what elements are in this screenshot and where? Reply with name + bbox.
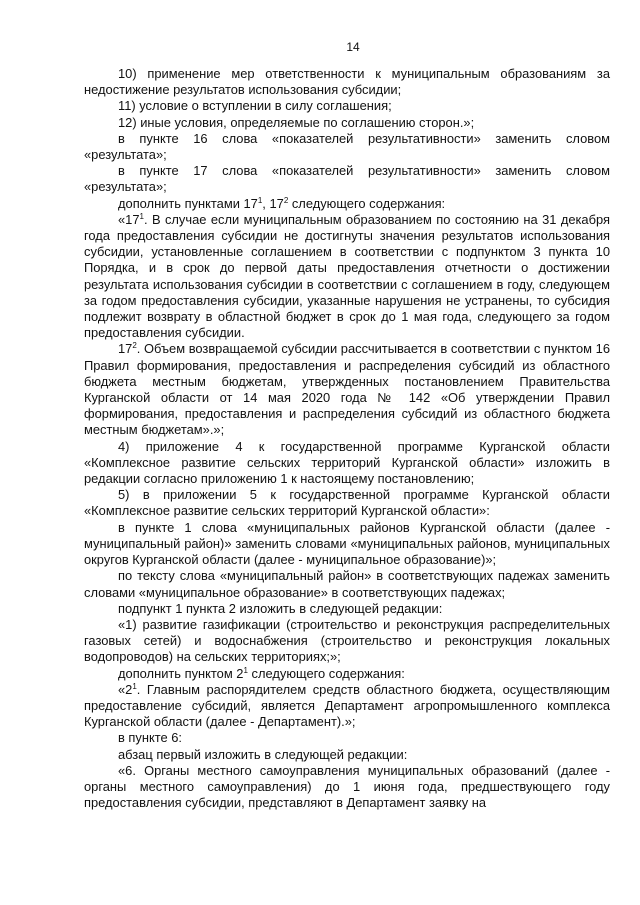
paragraph-12: по тексту слова «муниципальный район» в соответствующих падежах заменить словами «муниципальное образование» в соответствующих падежах; <box>84 568 610 600</box>
superscript: 1 <box>139 211 144 221</box>
paragraph-11: в пункте 1 слова «муниципальных районов Курганской области (далее - муниципальный район)» заменить словами «муниципальных районов, муниципальных округов Курганской области (далее - муниципальное образование)»; <box>84 519 610 568</box>
paragraph-19: «6. Органы местного самоуправления муниципальных образований (далее - органы местного самоуправления) до 1 июня года, предшествующего году предоставления субсидии, представляют в Департамент заявку на <box>84 762 610 811</box>
paragraph-16 <box>84 682 610 731</box>
superscript: 2 <box>132 341 137 351</box>
paragraph-17: в пункте 6: <box>118 730 183 746</box>
paragraph-18: абзац первый изложить в следующей редакции: <box>118 746 408 762</box>
paragraph-6 <box>84 196 610 212</box>
paragraph-15 <box>84 666 610 682</box>
paragraph-13: подпункт 1 пункта 2 изложить в следующей редакции: <box>118 600 443 616</box>
paragraph-5: в пункте 17 слова «показателей результативности» заменить словом «результата»; <box>84 163 610 195</box>
paragraph-16-before: «2 <box>118 681 133 697</box>
paragraph-9: 4) приложение 4 к государственной программе Курганской области «Комплексное развитие сельских территорий Курганской области» изложить в редакции согласно приложению 1 к настоящему постановлению; <box>84 438 610 487</box>
paragraph-14: «1) развитие газификации (строительство и реконструкция распределительных газовых сетей) и водоснабжения (строительство и реконструкция локальных водопроводов) на сельских территориях;»; <box>84 616 610 665</box>
paragraph-6-mid: , 17 <box>262 195 284 211</box>
paragraph-6-after: следующего содержания: <box>288 195 446 211</box>
paragraph-7-after: . В случае если муниципальным образованием по состоянию на 31 декабря года предоставления субсидии не достигнуты значения результатов использования субсидии, установленные соглашением в соответствии с подпунктом 3 пункта 10 Порядка, и в срок до первой даты предоставления отчетности о достижении результата использования субсидии в соответствии с соглашением в году, следующем за годом предоставления субсидии, указанные нарушения не устранены, то субсидия подлежит возврату в областной бюджет в срок до 1 мая года, следующего за годом предоставления субсидии. <box>84 211 610 341</box>
superscript: 1 <box>132 681 137 691</box>
paragraph-8-before: 17 <box>118 341 133 357</box>
superscript: 1 <box>257 195 263 205</box>
paragraph-6-before: дополнить пунктами 17 <box>118 195 258 211</box>
paragraph-16-after: . Главным распорядителем средств областного бюджета, осуществляющим предоставление субсидий, является Департамент агропромышленного комплекса Курганской области (далее - Департамент).»; <box>84 681 610 730</box>
paragraph-1: 10) применение мер ответственности к муниципальным образованиям за недостижение результатов использования субсидии; <box>84 66 610 98</box>
paragraph-2: 11) условие о вступлении в силу соглашения; <box>118 98 392 114</box>
paragraph-15-before: дополнить пунктом 2 <box>118 665 244 681</box>
superscript: 1 <box>243 665 248 675</box>
paragraph-8 <box>84 341 610 438</box>
paragraph-7-before: «17 <box>118 211 140 227</box>
paragraph-10: 5) в приложении 5 к государственной программе Курганской области «Комплексное развитие сельских территорий Курганской области»: <box>84 487 610 519</box>
paragraph-4: в пункте 16 слова «показателей результативности» заменить словом «результата»; <box>84 130 610 163</box>
page-number: 14 <box>346 40 360 54</box>
paragraph-15-after: следующего содержания: <box>247 665 405 681</box>
paragraph-8-after: . Объем возвращаемой субсидии рассчитывается в соответствии с пунктом 16 Правил формирования, предоставления и распределения субсидий из областного бюджета местным бюджетам, утвержденных постановлением Правительства Курганской области от 14 мая 2020 года № 142 «Об утверждении Правил формирования, предоставления и распределения субсидий из областного бюджета местным бюджетам».»; <box>84 341 610 438</box>
paragraph-7 <box>84 212 610 342</box>
superscript: 2 <box>283 195 289 205</box>
paragraph-3: 12) иные условия, определяемые по соглашению сторон.»; <box>118 114 475 130</box>
